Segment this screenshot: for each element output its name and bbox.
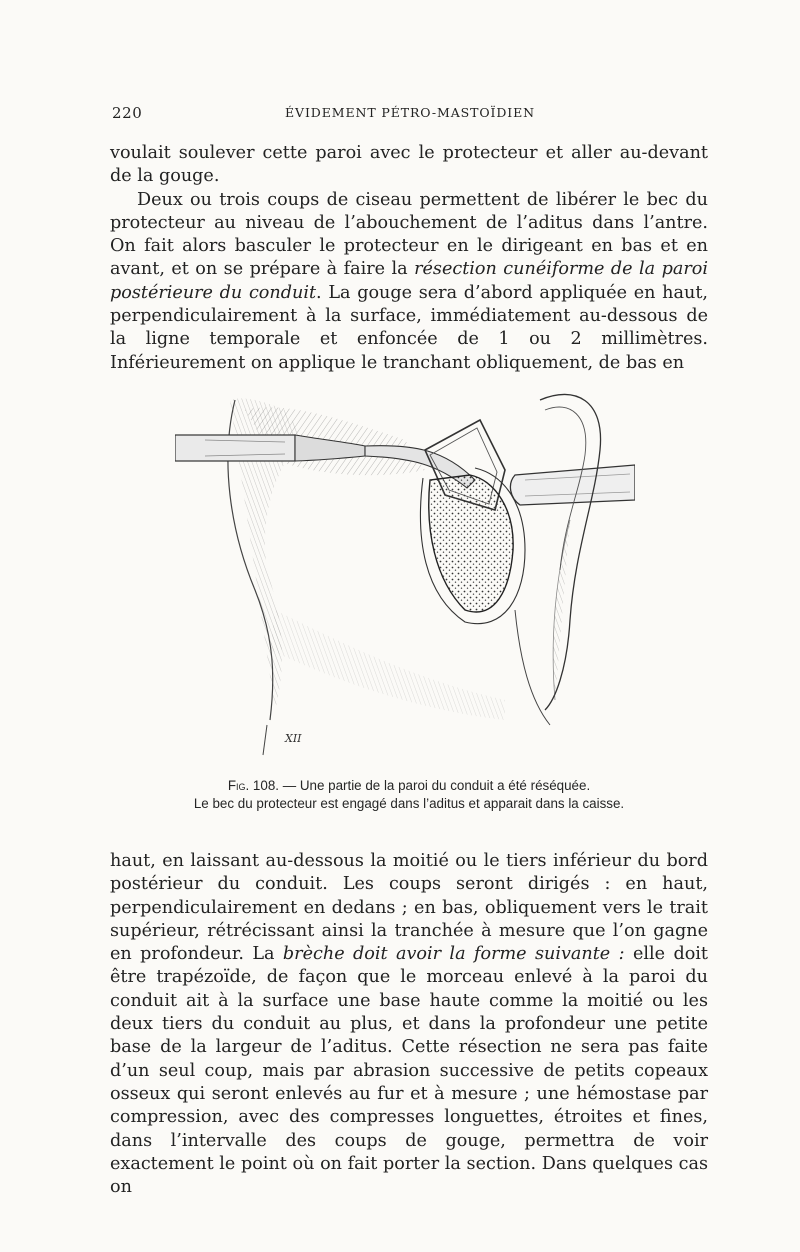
text-run: voulait soulever cette paroi avec le protecteur et aller au-devant de la gouge.	[110, 143, 708, 187]
figure-caption	[110, 777, 708, 812]
italic-run: résection cunéiforme de la paroi postérieure du conduit	[110, 259, 708, 303]
caption-line-1-text: — Une partie de la paroi du conduit a été réséquée.	[279, 778, 591, 793]
auricle-outline	[540, 394, 601, 710]
text-run: elle doit être trapézoïde, de façon que le morceau enlevé à la paroi du conduit ait à la surface une base haute comme la moitié ou les deux tiers du conduit au plus, et dans la profondeur une petite base de la largeur de l’aditus. Cette résection ne sera pas faite d’un seul coup, mais par abrasion successive de petits copeaux osseux qui seront enlevés au fur et à mesure ; une hémostase par compression, avec des compresses longuettes, étroites et fines, dans l’intervalle des coups de gouge, permettra de voir exactement le point où on fait porter la section. Dans quelques cas on	[110, 944, 708, 1198]
paragraph	[110, 142, 708, 189]
engraving-drawing	[175, 380, 635, 760]
paragraph	[110, 189, 708, 375]
italic-run: brèche doit avoir la forme suivante :	[282, 944, 625, 965]
surgical-illustration	[175, 380, 635, 760]
caption-fig-label: Fig. 108.	[227, 778, 279, 793]
text-run: Deux ou trois coups de ciseau permettent de libérer le bec du protecteur au niveau de l’abouchement de l’aditus dans l’antre. On fait alors basculer le protecteur en le dirigeant en bas et en avant, et on se prépare à faire la	[110, 189, 708, 280]
figure-label: XII	[285, 732, 302, 745]
text-run: haut, en laissant au-dessous la moitié ou le tiers inférieur du bord postérieur du conduit. Les coups seront dirigés : en haut, perpendiculairement en dedans ; en bas, obliquement vers le trait supérieur, rétrécissant ainsi la tranchée à mesure que l’on gagne en profondeur. La	[110, 851, 708, 965]
running-title: ÉVIDEMENT PÉTRO-MASTOÏDIEN	[285, 105, 535, 120]
running-header	[112, 104, 708, 128]
body-text-top	[110, 142, 708, 375]
page-number: 220	[112, 104, 143, 122]
protector-instrument	[510, 465, 635, 505]
text-run: . La gouge sera d’abord appliquée en haut, perpendiculairement à la surface, immédiatement au-dessous de la ligne temporale et enfoncée de 1 ou 2 millimètres. Inférieurement on applique le tranchant obliquement, de bas en	[110, 282, 708, 373]
body-text-bottom	[110, 850, 708, 1199]
caption-line-2: Le bec du protecteur est engagé dans l’aditus et apparait dans la caisse.	[193, 795, 625, 811]
gouge-handle	[175, 435, 295, 461]
caption-line-1	[110, 777, 708, 795]
paragraph	[110, 850, 708, 1199]
resected-cavity	[429, 475, 513, 612]
